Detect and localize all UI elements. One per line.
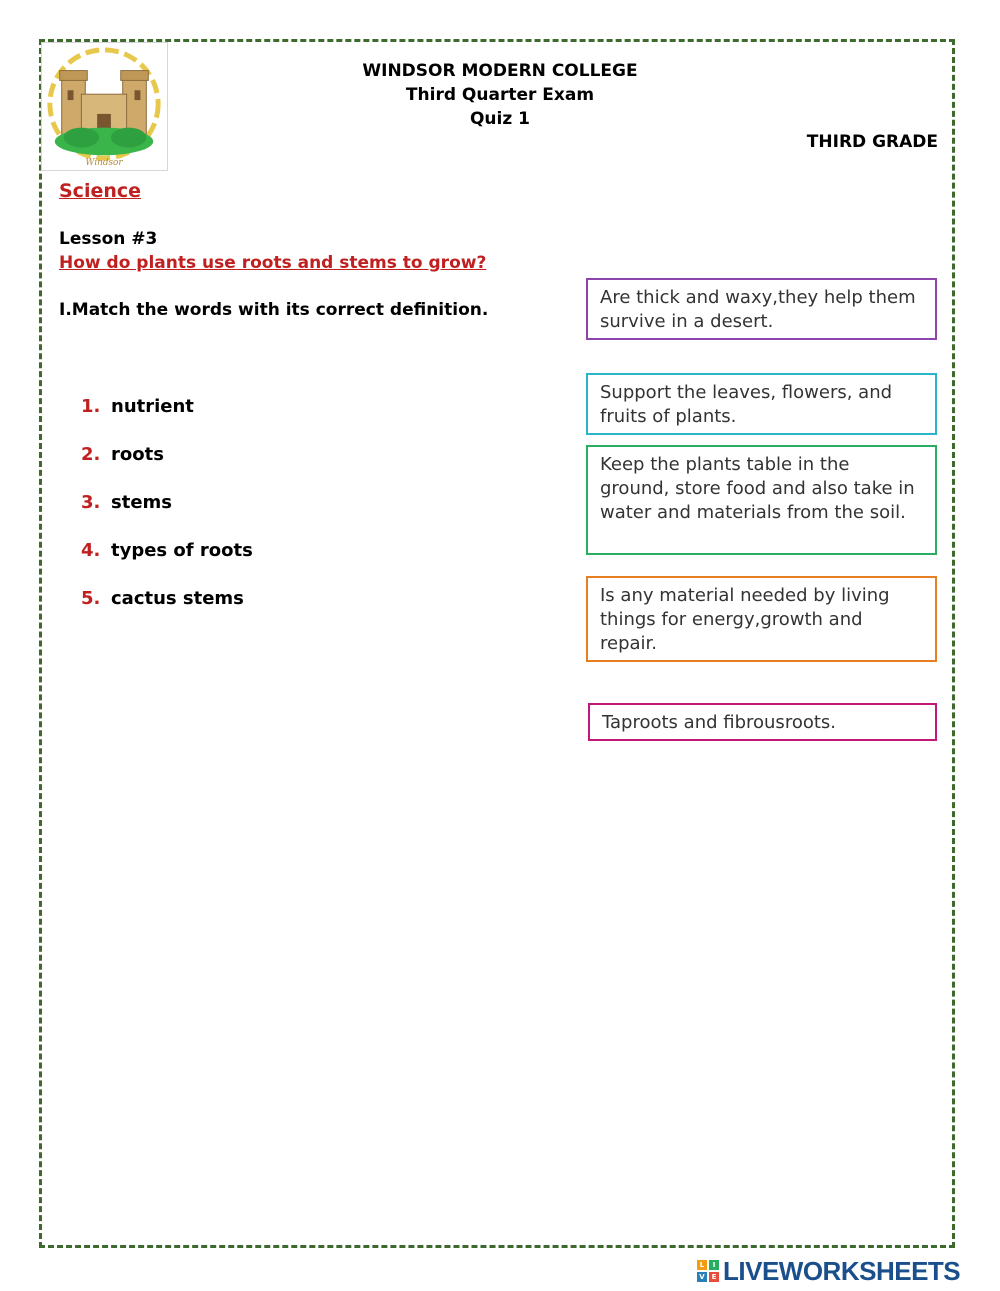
definition-box-3[interactable] (586, 445, 937, 555)
svg-text:Windsor: Windsor (85, 158, 123, 169)
lesson-question: How do plants use roots and stems to grow? (59, 253, 487, 273)
match-word-4[interactable] (81, 540, 253, 561)
word-number: 5. (81, 588, 101, 609)
exam-title: Third Quarter Exam (405, 85, 595, 105)
lesson-number: Lesson #3 (59, 229, 158, 249)
school-name: WINDSOR MODERN COLLEGE (362, 61, 638, 81)
match-word-1[interactable] (81, 396, 194, 417)
word-text: stems (111, 492, 172, 513)
subject-heading: Science (59, 180, 142, 202)
instruction-text: I.Match the words with its correct definition. (59, 300, 489, 320)
liveworksheets-brand (697, 1256, 960, 1286)
liveworksheets-logo-icon (697, 1260, 719, 1282)
castle-logo-icon (41, 42, 168, 171)
definition-text: Taproots and fibrousroots. (602, 712, 836, 733)
word-text: cactus stems (111, 588, 244, 609)
word-number: 4. (81, 540, 101, 561)
definition-text: Keep the plants table in the ground, store food and also take in water and materials from the soil. (600, 454, 915, 523)
word-text: types of roots (111, 540, 253, 561)
word-number: 1. (81, 396, 101, 417)
logo-letter: E (709, 1272, 719, 1282)
definition-text: Support the leaves, flowers, and fruits of plants. (600, 382, 893, 427)
match-word-2[interactable] (81, 444, 164, 465)
match-word-5[interactable] (81, 588, 244, 609)
definition-text: Are thick and waxy,they help them survive in a desert. (600, 287, 916, 332)
logo-letter: I (709, 1260, 719, 1270)
word-number: 2. (81, 444, 101, 465)
definition-box-1[interactable] (586, 278, 937, 340)
logo-letter: V (697, 1272, 707, 1282)
definition-box-4[interactable] (586, 576, 937, 662)
word-number: 3. (81, 492, 101, 513)
brand-text: LIVEWORKSHEETS (723, 1255, 961, 1286)
definition-text: Is any material needed by living things for energy,growth and repair. (600, 585, 890, 654)
definition-box-2[interactable] (586, 373, 937, 435)
definition-box-5[interactable] (588, 703, 937, 741)
quiz-title: Quiz 1 (469, 109, 531, 129)
word-text: roots (111, 444, 164, 465)
grade-label: THIRD GRADE (806, 132, 938, 152)
word-text: nutrient (111, 396, 194, 417)
match-word-3[interactable] (81, 492, 172, 513)
logo-letter: L (697, 1260, 707, 1270)
